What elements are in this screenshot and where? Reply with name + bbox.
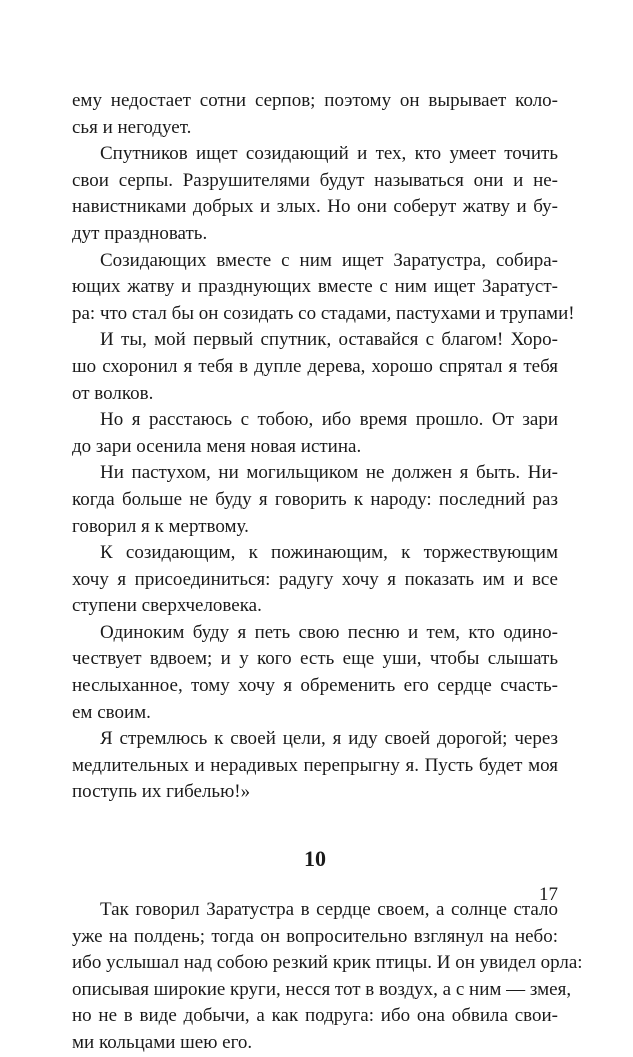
text-line: Но я расстаюсь с тобою, ибо время прошло. От зари <box>100 409 558 431</box>
text-line: до зари осенила меня новая истина. <box>72 435 362 457</box>
chapter-number: 10 <box>304 846 326 872</box>
book-page <box>72 88 583 1057</box>
text-line: медлительных и нерадивых перепрыгну я. Пусть будет моя <box>72 754 558 776</box>
paragraph <box>72 460 558 540</box>
paragraph <box>72 407 558 460</box>
text-line: поступь их гибелью!» <box>72 781 251 803</box>
text-line: Одиноким буду я петь свою песню и тем, кто одино- <box>100 621 558 643</box>
text-line: от волков. <box>72 382 154 404</box>
text-line: ступени сверхчеловека. <box>72 595 262 617</box>
text-line: ем своим. <box>72 701 151 723</box>
text-line: когда больше не буду я говорить к народу: последний раз <box>72 488 558 510</box>
text-line: дут праздновать. <box>72 222 208 244</box>
page-number: 17 <box>539 884 558 905</box>
text-line: навистниками добрых и злых. Но они соберут жатву и бу- <box>72 196 558 218</box>
text-line: Созидающих вместе с ним ищет Заратустра, собира- <box>100 249 558 271</box>
text-line: шо схоронил я тебя в дупле дерева, хорошо спрятал я тебя <box>72 355 558 377</box>
text-block-top <box>72 88 575 806</box>
text-line: ра: что стал бы он созидать со стадами, пастухами и трупами! <box>72 302 575 324</box>
paragraph <box>72 620 558 726</box>
text-line: уже на полдень; тогда он вопросительно взглянул на небо: <box>72 925 558 947</box>
text-line: Так говорил Заратустра в сердце своем, а солнце стало <box>100 899 558 921</box>
text-line: ему недостает сотни серпов; поэтому он вырывает коло- <box>72 90 558 111</box>
text-line: неслыханное, тому хочу я обременить его сердце счасть- <box>72 675 558 697</box>
paragraph <box>72 540 558 620</box>
paragraph <box>72 248 575 328</box>
text-line: ибо услышал над собою резкий крик птицы. И он увидел орла: <box>72 952 583 974</box>
text-line: но не в виде добычи, а как подруга: ибо она обвила свои- <box>72 1005 558 1027</box>
text-line: говорил я к мертвому. <box>72 515 249 537</box>
paragraph <box>72 726 558 806</box>
paragraph <box>72 327 558 407</box>
text-line: чествует вдвоем; и у кого есть еще уши, чтобы слышать <box>72 648 558 670</box>
paragraph <box>72 141 558 247</box>
text-block-bottom <box>72 897 583 1057</box>
paragraph <box>72 88 558 141</box>
text-line: Спутников ищет созидающий и тех, кто умеет точить <box>100 143 558 165</box>
text-line: К созидающим, к пожинающим, к торжествующим <box>100 542 558 564</box>
text-line: Я стремлюсь к своей цели, я иду своей дорогой; через <box>100 728 558 750</box>
text-line: свои серпы. Разрушителями будут называться они и не- <box>72 169 558 191</box>
text-line: ющих жатву и празднующих вместе с ним ищет Заратуст- <box>72 276 558 298</box>
text-line: Ни пастухом, ни могильщиком не должен я быть. Ни- <box>100 462 558 484</box>
text-line: ми кольцами шею его. <box>72 1032 253 1053</box>
text-line: сья и негодует. <box>72 116 192 138</box>
text-line: хочу я присоединиться: радугу хочу я показать им и все <box>72 568 558 590</box>
paragraph <box>72 897 583 1057</box>
text-line: описывая широкие круги, несся тот в воздух, а с ним — змея, <box>72 978 572 1000</box>
text-line: И ты, мой первый спутник, оставайся с благом! Хоро- <box>100 329 558 351</box>
